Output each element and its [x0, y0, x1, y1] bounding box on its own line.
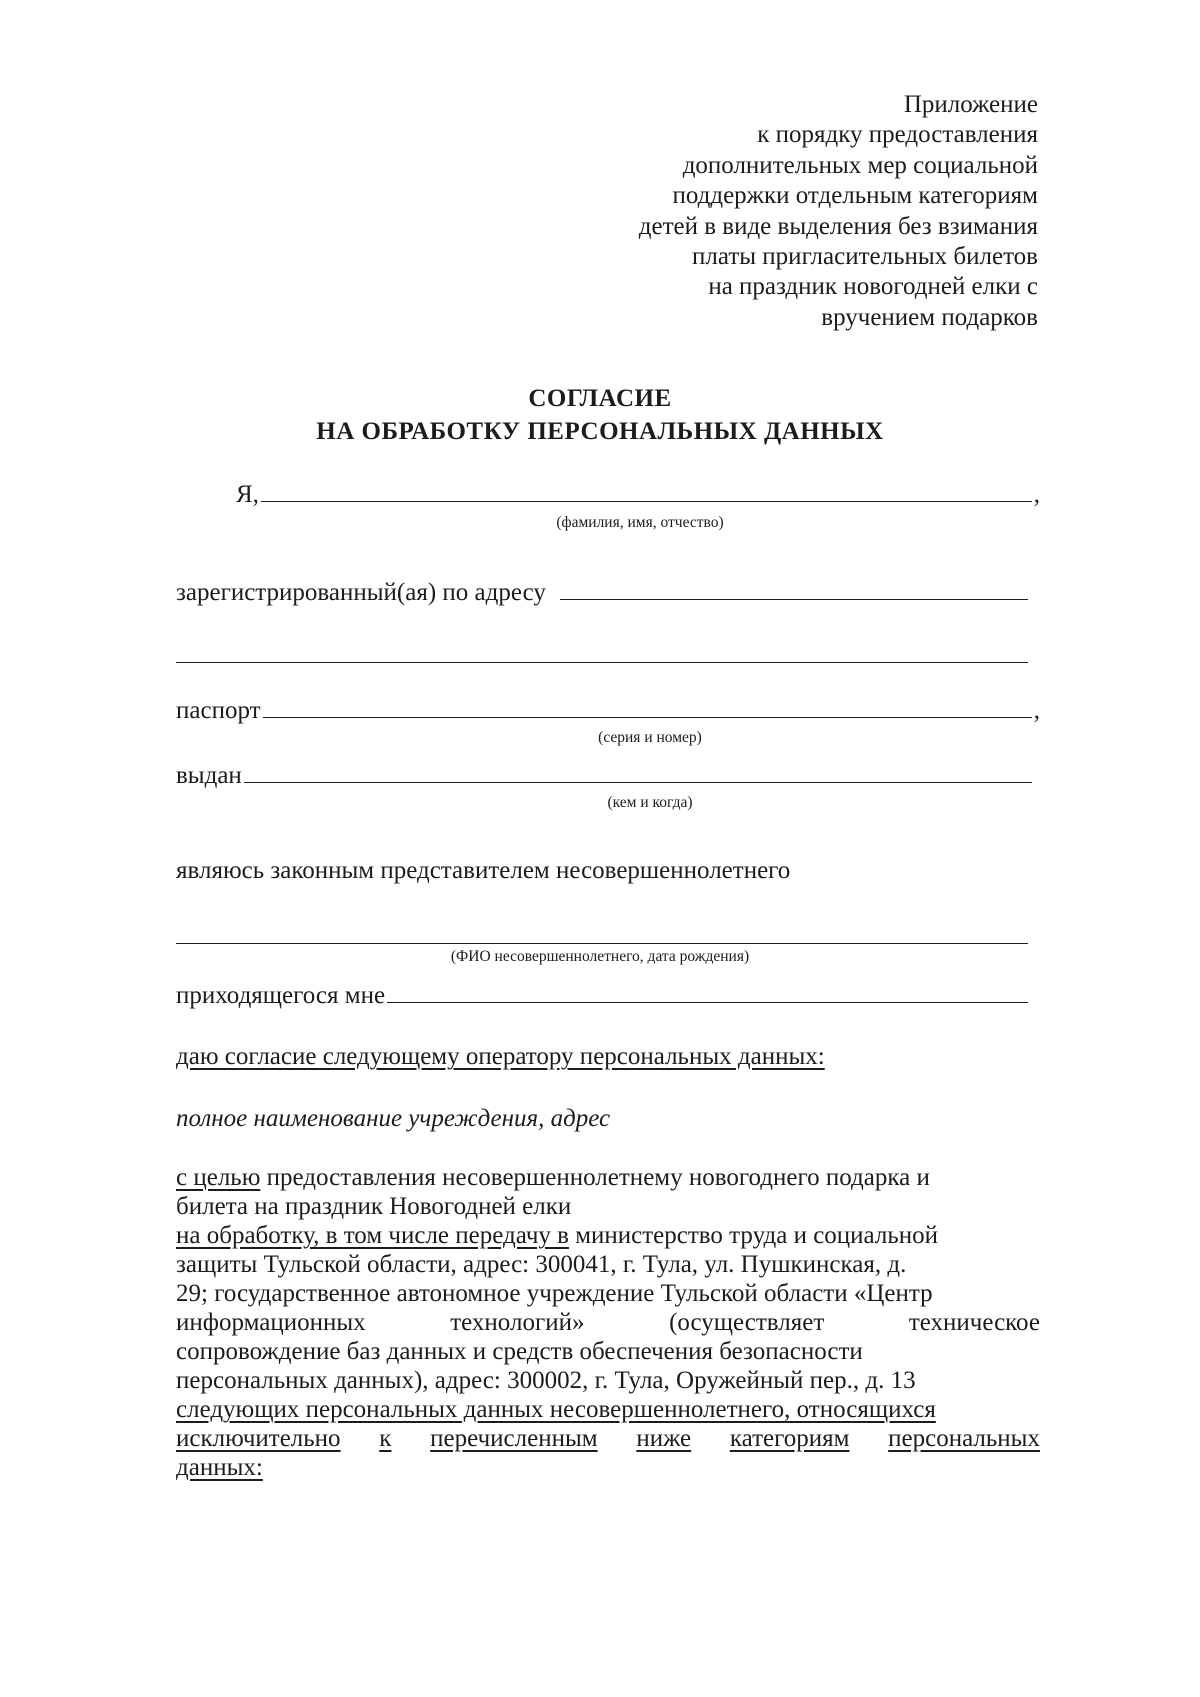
transfer-line-1 — [176, 1221, 1040, 1250]
i-label: Я, — [236, 481, 259, 508]
word: информационных — [176, 1309, 366, 1336]
address-field-line-2[interactable] — [176, 662, 1028, 663]
word: техническое — [908, 1309, 1040, 1336]
title-line-2: НА ОБРАБОТКУ ПЕРСОНАЛЬНЫХ ДАННЫХ — [316, 418, 884, 445]
word: ниже — [636, 1425, 692, 1452]
relation-field-line[interactable] — [387, 980, 1028, 1003]
comma: , — [1033, 481, 1040, 508]
issued-hint: (кем и когда) — [607, 794, 693, 811]
categories-line-1: следующих персональных данных несовершеннолетнего, относящихся — [176, 1396, 936, 1423]
purpose-text: предоставления несовершеннолетнему новогоднего подарка и — [260, 1164, 930, 1191]
word: перечисленным — [430, 1425, 598, 1452]
appendix-line: поддержки отдельным категориям — [672, 182, 1038, 210]
transfer-line-4 — [176, 1308, 1040, 1337]
word: технологий» — [450, 1309, 585, 1336]
comma: , — [1033, 697, 1040, 724]
operator-placeholder: полное наименование учреждения, адрес — [176, 1105, 611, 1132]
fio-row — [236, 479, 1040, 510]
transfer-line-5: сопровождение баз данных и средств обеспечения безопасности — [176, 1338, 863, 1365]
appendix-header — [478, 90, 1038, 333]
appendix-line: Приложение — [903, 91, 1038, 118]
relation-row — [176, 980, 1030, 1011]
minor-hint: (ФИО несовершеннолетнего, дата рождения) — [450, 948, 750, 965]
purpose-paragraph — [176, 1163, 1040, 1221]
word: (осуществляет — [669, 1309, 825, 1336]
address-field-line[interactable] — [560, 577, 1028, 600]
transfer-paragraph — [176, 1221, 1040, 1395]
relation-label: приходящегося мне — [176, 982, 386, 1009]
appendix-line: на праздник новогодней елки с — [708, 273, 1038, 301]
minor-field-line[interactable] — [176, 943, 1028, 944]
representative-text: являюсь законным представителем несовершеннолетнего — [176, 857, 791, 884]
transfer-line-2: защиты Тульской области, адрес: 300041, г. Тула, ул. Пушкинская, д. — [176, 1251, 907, 1278]
issued-row — [176, 760, 1034, 791]
address-row — [176, 577, 1030, 608]
transfer-line-3: 29; государственное автономное учреждение Тульской области «Центр — [176, 1280, 933, 1307]
appendix-line: детей в виде выделения без взимания — [638, 212, 1038, 240]
transfer-line-6: персональных данных), адрес: 300002, г. Тула, Оружейный пер., д. 13 — [176, 1367, 916, 1394]
word: к — [379, 1425, 392, 1452]
address-label: зарегистрированный(ая) по адресу — [176, 579, 546, 606]
categories-paragraph — [176, 1395, 1040, 1482]
passport-field-line[interactable] — [263, 695, 1032, 718]
word: персональных — [888, 1425, 1040, 1452]
passport-row — [176, 695, 1040, 726]
purpose-line-1 — [176, 1163, 1040, 1192]
fio-hint: (фамилия, имя, отчество) — [556, 514, 724, 531]
operator-heading: даю согласие следующему оператору персональных данных: — [176, 1043, 825, 1070]
categories-line-3: данных: — [176, 1454, 263, 1481]
appendix-line: к порядку предоставления — [757, 121, 1038, 149]
passport-label: паспорт — [176, 697, 261, 724]
transfer-text: министерство труда и социальной — [568, 1222, 939, 1249]
appendix-line: дополнительных мер социальной — [682, 151, 1038, 179]
word: категориям — [729, 1425, 850, 1452]
issued-label: выдан — [176, 762, 242, 789]
transfer-underlined: на обработку, в том числе передачу в — [176, 1222, 569, 1249]
categories-line-2 — [176, 1424, 1040, 1453]
appendix-line: платы пригласительных билетов — [692, 243, 1038, 271]
issued-field-line[interactable] — [244, 760, 1032, 783]
fio-field-line[interactable] — [261, 479, 1032, 502]
passport-hint: (серия и номер) — [598, 729, 702, 746]
document-title — [0, 382, 1200, 448]
purpose-underlined: с целью — [176, 1164, 261, 1191]
purpose-line-2: билета на праздник Новогодней елки — [176, 1193, 572, 1220]
appendix-line: вручением подарков — [821, 303, 1038, 331]
word: исключительно — [176, 1425, 341, 1452]
title-line-1: СОГЛАСИЕ — [528, 385, 672, 412]
